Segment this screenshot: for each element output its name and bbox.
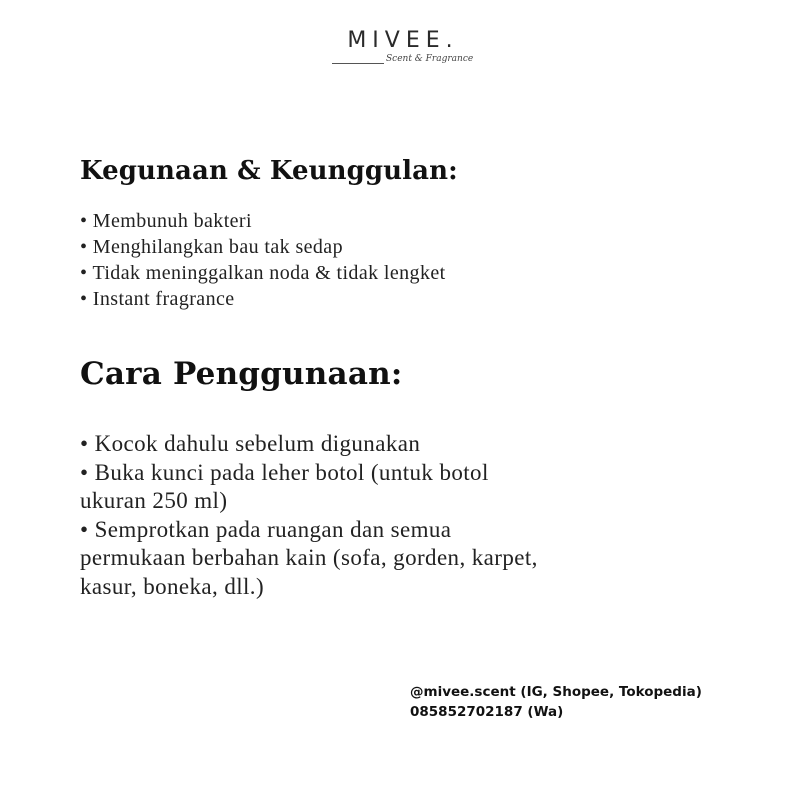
- tagline-divider: [332, 63, 384, 64]
- brand-name: MIVEE.: [347, 28, 459, 53]
- usage-item: • Semprotkan pada ruangan dan semua permukaan berbahan kain (sofa, gorden, karpet, kasur, boneka, dll.): [80, 516, 538, 599]
- brand-tagline-row: [332, 54, 474, 70]
- usage-item: • Kocok dahulu sebelum digunakan: [80, 431, 421, 456]
- brand-logo: [0, 28, 800, 53]
- usage-list: [80, 430, 550, 601]
- usage-heading: Cara Penggunaan:: [80, 356, 403, 392]
- whatsapp-number: 085852702187 (Wa): [410, 704, 564, 720]
- usage-item: • Buka kunci pada leher botol (untuk botol ukuran 250 ml): [80, 459, 489, 513]
- benefit-item: • Membunuh bakteri: [80, 210, 252, 232]
- benefit-item: • Menghilangkan bau tak sedap: [80, 236, 343, 258]
- benefit-item: • Tidak meninggalkan noda & tidak lengket: [80, 262, 446, 284]
- benefits-list: [80, 208, 446, 312]
- contact-info: [410, 682, 702, 722]
- brand-tagline: Scent & Fragrance: [386, 54, 474, 64]
- social-handle: @mivee.scent (IG, Shopee, Tokopedia): [410, 684, 702, 700]
- benefits-heading: Kegunaan & Keunggulan:: [80, 156, 458, 186]
- benefit-item: • Instant fragrance: [80, 288, 235, 310]
